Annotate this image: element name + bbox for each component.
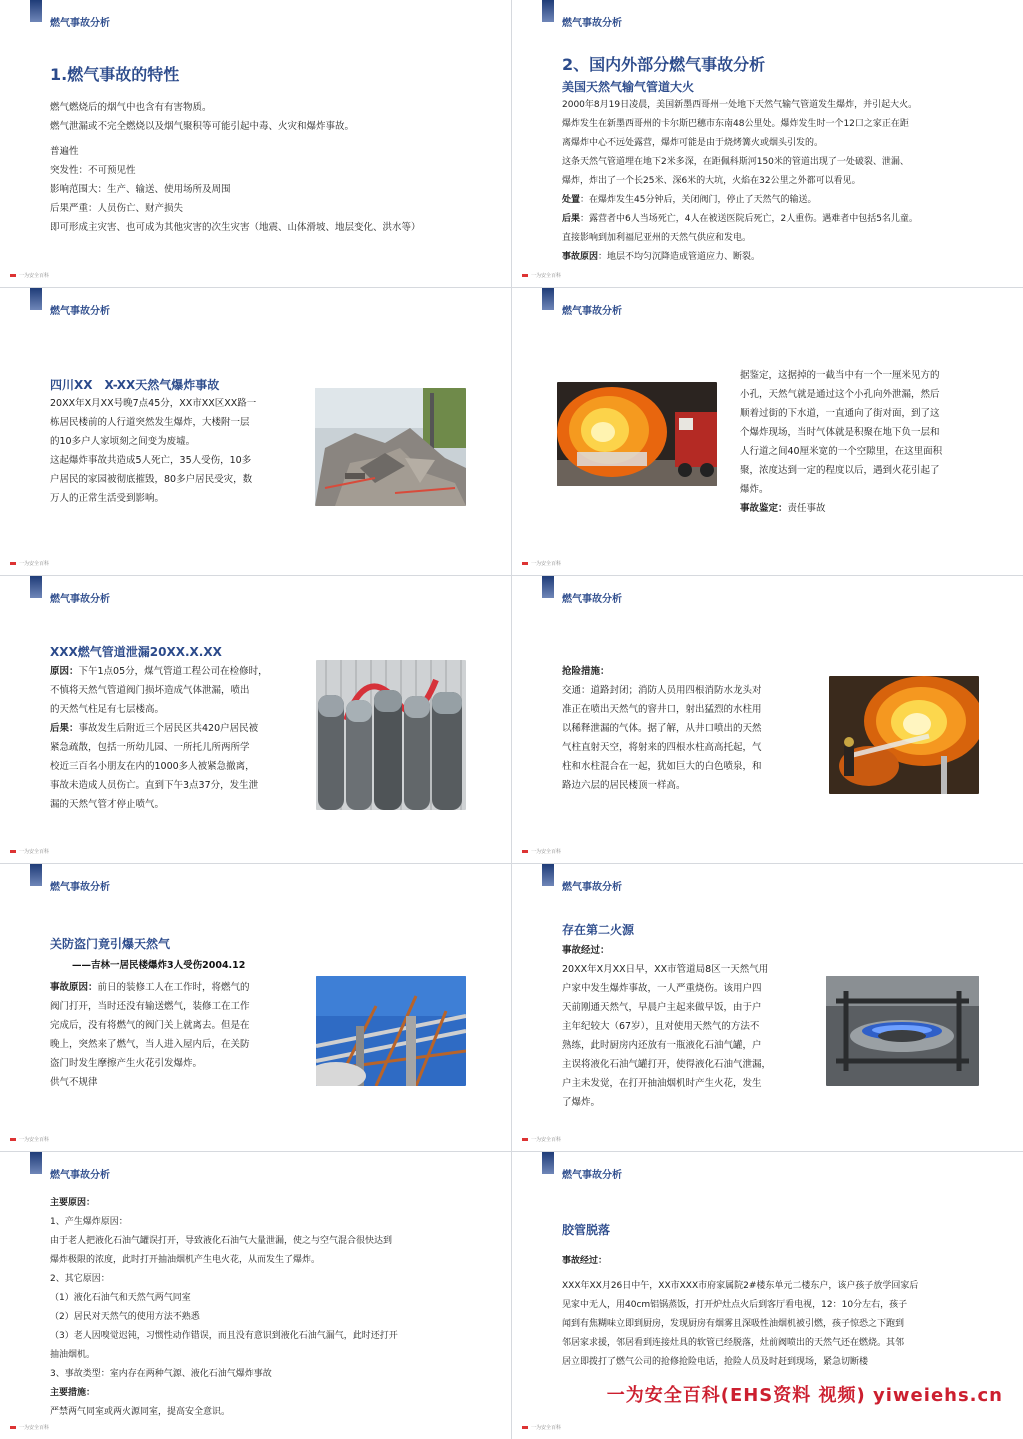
body-line: 燃气燃烧后的烟气中也含有有害物质。 [50, 102, 212, 113]
body-line: 3、事故类型：室内存在两种气源、液化石油气爆炸事故 [50, 1369, 272, 1379]
body-line [562, 248, 1012, 267]
fire-explosion-photo [557, 382, 717, 486]
body-line: 户主未发觉，在打开抽油烟机时产生火花，发生 [562, 1078, 762, 1089]
slide-body [50, 394, 290, 508]
body-line: 抽油烟机。 [50, 1350, 96, 1360]
body-line: 2000年8月19日凌晨，美国新墨西哥州一处地下天然气输气管道发生爆炸，并引起大火。 [562, 100, 918, 110]
result-text: ：露营者中6人当场死亡，4人在被送医院后死亡，2人重伤。遇难者中包括5名儿童。 [580, 214, 918, 224]
body-line: 柱和水柱混合在一起，犹如巨大的白色喷泉，和 [562, 761, 762, 772]
body-line: 路边六层的居民楼顶一样高。 [562, 780, 686, 791]
slide-header: 燃气事故分析 [562, 882, 622, 893]
body-line: 不慎将天然气管道阀门损坏造成气体泄漏，喷出 [50, 685, 250, 696]
body-line: 个爆炸现场，当时气体就是积聚在地下负一层和 [740, 427, 940, 438]
slide-2 [512, 0, 1023, 287]
body-line: 紧急疏散，包括一所幼儿园、一所托儿所两所学 [50, 742, 250, 753]
body-line: 完成后，没有将燃气的阀门关上就离去。但是在 [50, 1020, 250, 1031]
body-line: 栋居民楼前的人行道突然发生爆炸，大楼附一层 [50, 417, 250, 428]
industrial-pipes-photo [316, 976, 466, 1086]
body-line: 小孔，天然气就是通过这个小孔向外泄漏，然后 [740, 389, 940, 400]
slide-1 [0, 0, 511, 287]
slide-title: 1.燃气事故的特性 [50, 65, 180, 84]
body-line: 主误将液化石油气罐打开，使得液化石油气泄漏， [562, 1059, 772, 1070]
slide-8 [512, 864, 1023, 1151]
measures-label: 抢险措施： [562, 666, 610, 677]
header-bar [542, 1152, 554, 1174]
body-line: 交通：道路封闭；消防人员用四根消防水龙头对 [562, 685, 762, 696]
body-line: 即可形成主灾害、也可成为其他灾害的次生灾害（地震、山体滑坡、地层变化、洪水等） [50, 222, 421, 233]
header-bar [542, 288, 554, 310]
header-bar [30, 0, 42, 22]
body-line: 的天然气柱足有七层楼高。 [50, 704, 165, 715]
body-line [740, 499, 1010, 518]
slide-7 [0, 864, 511, 1151]
slide-subtitle: 美国天然气输气管道大火 [562, 80, 695, 94]
gas-cylinders-photo [316, 660, 466, 810]
body-line [562, 191, 1012, 210]
body-line: 主年纪较大（67岁），且对使用天然气的方法不 [562, 1021, 760, 1032]
cause-label: 事故原因 [562, 252, 599, 262]
slide-5 [0, 576, 511, 863]
slide-header: 燃气事故分析 [50, 18, 110, 29]
verdict-label: 事故鉴定： [740, 503, 788, 514]
body-line: 爆炸。 [740, 484, 769, 495]
body-line: 的10多户人家顷刻之间变为废墟。 [50, 436, 196, 447]
body-line: （2）居民对天然气的使用方法不熟悉 [50, 1312, 200, 1322]
body-line: 爆炸，炸出了一个长25米、深6米的大坑，火焰在32公里之外都可以看见。 [562, 176, 861, 186]
result-label: 后果 [562, 214, 581, 224]
body-line: 晚上，突然来了燃气，当人进入屋内后，在关防 [50, 1039, 250, 1050]
measures-label: 主要措施： [50, 1388, 96, 1398]
body-line: 直接影响到加利福尼亚州的天然气供应和发电。 [562, 233, 752, 243]
slide-3 [0, 288, 511, 575]
slide-body [50, 98, 490, 237]
body-line: （1）液化石油气和天然气两气同室 [50, 1293, 191, 1303]
slide-body [50, 978, 290, 1092]
body-line: 户居民的家园被彻底摧毁，80多户居民受灾，数 [50, 474, 253, 485]
body-line: 气柱直射天空，将射来的四根水柱高高托起，气 [562, 742, 762, 753]
body-line: 突发性：不可预见性 [50, 165, 136, 176]
body-line [50, 719, 295, 738]
body-line: 闻到有焦糊味立即到厨房，发现厨房有烟雾且深吸性油烟机被引燃，孩子惊恐之下跑到 [562, 1319, 905, 1329]
header-bar [542, 0, 554, 22]
slide-header: 燃气事故分析 [562, 594, 622, 605]
slide-title: 2、国内外部分燃气事故分析 [562, 55, 766, 74]
body-line: 这起爆炸事故共造成5人死亡，35人受伤，10多 [50, 455, 252, 466]
header-bar [30, 1152, 42, 1174]
body-line: 见家中无人，用40cm铝锅蒸饭，打开炉灶点火后到客厅看电视，12：10分左右，孩子 [562, 1300, 908, 1310]
slide-body [50, 662, 295, 814]
slide-6 [512, 576, 1023, 863]
body-line [50, 662, 295, 681]
body-line: 以稀释泄漏的气体。据了解，从井口喷出的天然 [562, 723, 762, 734]
body-line: 普遍性 [50, 146, 79, 157]
rubble-photo [315, 388, 466, 506]
body-line: 人行道之间40厘米宽的一个空隙里，在这里面积 [740, 446, 943, 457]
body-line: XXX年XX月26日中午，XX市XXX市府家属院2#楼东单元二楼东户，该户孩子放学回家后 [562, 1281, 919, 1291]
slide-title: 胶管脱落 [562, 1223, 611, 1237]
slide-subtitle: ——吉林一居民楼爆炸3人受伤2004.12 [72, 960, 246, 971]
slide-footer: 一为安全百科 [10, 1424, 49, 1431]
cause-text: ：地层不均匀沉降造成管道应力、断裂。 [598, 252, 761, 262]
slide-header: 燃气事故分析 [562, 18, 622, 29]
cause-label: 事故原因： [50, 982, 98, 993]
body-line: 盗门时发生摩擦产生火花引发爆炸。 [50, 1058, 203, 1069]
gas-stove-photo [826, 976, 979, 1086]
body-line: 据鉴定，这据掉的一截当中有一个一厘米见方的 [740, 370, 940, 381]
slide-title: 存在第二火源 [562, 923, 635, 937]
slide-header: 燃气事故分析 [562, 1170, 622, 1181]
slide-footer: 一为安全百科 [10, 1136, 49, 1143]
slide-footer: 一为安全百科 [522, 1424, 561, 1431]
slide-header: 燃气事故分析 [50, 1170, 110, 1181]
slide-footer: 一为安全百科 [522, 560, 561, 567]
slide-body [562, 662, 812, 795]
body-line: 居立即拨打了燃气公司的抢修抢险电话，抢险人员及时赶到现场，紧急切断楼 [562, 1357, 869, 1367]
body-line: 了爆炸。 [562, 1097, 601, 1108]
firefighters-photo [829, 676, 979, 794]
body-line: 聚，浓度达到一定的程度以后，遇到火花引起了 [740, 465, 940, 476]
body-line [50, 978, 290, 997]
result-label: 后果： [50, 723, 79, 734]
handle-text: ：在爆炸发生45分钟后，关闭阀门，停止了天然气的输送。 [580, 195, 817, 205]
cause-text: 下午1点05分，煤气管道工程公司在检修时， [78, 666, 268, 677]
body-line: （3）老人因嗅觉迟钝，习惯性动作错误，而且没有意识到液化石油气漏气，此时还打开 [50, 1331, 398, 1341]
body-line: 事故未造成人员伤亡。直到下午3点37分，发生泄 [50, 780, 259, 791]
body-line: 严禁两气同室或两火源同室，提高安全意识。 [50, 1407, 231, 1417]
body-line: 阀门打开，当时还没有输送燃气，装修工在工作 [50, 1001, 250, 1012]
causes-label: 主要原因： [50, 1198, 96, 1208]
body-line: 供气不规律 [50, 1077, 98, 1088]
header-bar [542, 864, 554, 886]
slide-footer: 一为安全百科 [522, 272, 561, 279]
slide-footer: 一为安全百科 [10, 560, 49, 567]
body-line: 1、产生爆炸原因： [50, 1217, 128, 1227]
body-line [562, 210, 1012, 229]
result-text: 事故发生后附近三个居民区共420户居民被 [78, 723, 259, 734]
slide-4 [512, 288, 1023, 575]
slide-body [740, 366, 1010, 518]
slide-footer: 一为安全百科 [522, 1136, 561, 1143]
slide-footer: 一为安全百科 [522, 848, 561, 855]
body-line: 校近三百名小朋友在内的1000多人被紧急撤离， [50, 761, 255, 772]
header-bar [30, 576, 42, 598]
slide-title: 四川XX X-XX天然气爆炸事故 [50, 378, 220, 392]
body-line: 户家中发生爆炸事故，一人严重烧伤。该用户四 [562, 983, 762, 994]
slide-body [562, 1252, 1012, 1372]
body-line: 爆炸极限的浓度，此时打开抽油烟机产生电火花，从而发生了爆炸。 [50, 1255, 321, 1265]
body-line: 离爆炸中心不远处露营，爆炸可能是由于烧烤篝火或烟头引发的。 [562, 138, 824, 148]
header-bar [30, 864, 42, 886]
cause-text: 前日的装修工人在工作时，将燃气的 [97, 982, 250, 993]
site-watermark: 一为安全百科(EHS资料 视频) yiweiehs.cn [606, 1385, 1003, 1406]
process-label: 事故经过： [562, 945, 610, 956]
process-label: 事故经过： [562, 1256, 608, 1266]
slide-title: XXX燃气管道泄漏20XX.X.XX [50, 645, 222, 659]
body-line: 燃气泄漏或不完全燃烧以及烟气聚积等可能引起中毒、火灾和爆炸事故。 [50, 121, 355, 132]
body-line: 漏的天然气管才停止喷气。 [50, 799, 165, 810]
slide-header: 燃气事故分析 [50, 882, 110, 893]
slide-9 [0, 1152, 511, 1439]
slide-header: 燃气事故分析 [50, 594, 110, 605]
body-line: 20XX年X月XX日早，XX市管道局8区一天然气用 [562, 964, 769, 975]
body-line: 天前刚通天然气，早晨户主起来做早饭，由于户 [562, 1002, 762, 1013]
body-line: 万人的正常生活受到影响。 [50, 493, 165, 504]
handle-label: 处置 [562, 195, 581, 205]
cause-label: 原因： [50, 666, 79, 677]
body-line: 后果严重：人员伤亡、财产损失 [50, 203, 184, 214]
body-line: 邻居家求援，邻居看到连接灶具的软管已经脱落，灶前阀喷出的天然气还在燃烧。其邻 [562, 1338, 905, 1348]
body-line: 这条天然气管道埋在地下2米多深，在距佩科斯河150米的管道出现了一处破裂、泄漏、 [562, 157, 909, 167]
header-bar [542, 576, 554, 598]
body-line: 准正在喷出天然气的窨井口，射出猛烈的水柱用 [562, 704, 762, 715]
body-line: 顺着过街的下水道，一直通向了街对面，到了这 [740, 408, 940, 419]
slide-footer: 一为安全百科 [10, 272, 49, 279]
body-line: 由于老人把液化石油气罐误打开，导致液化石油气大量泄漏，使之与空气混合很快达到 [50, 1236, 393, 1246]
body-line: 20XX年X月XX号晚7点45分，XX市XX区XX路一 [50, 398, 257, 409]
body-line: 影响范围大：生产、输送、使用场所及周围 [50, 184, 231, 195]
header-bar [30, 288, 42, 310]
body-line: 爆炸发生在新墨西哥州的卡尔斯巴穗市东南48公里处。爆炸发生时一个12口之家正在距 [562, 119, 909, 129]
slide-title: 关防盗门竟引爆天然气 [50, 937, 171, 951]
body-line: 熟练，此时厨房内还放有一瓶液化石油气罐，户 [562, 1040, 762, 1051]
slide-footer: 一为安全百科 [10, 848, 49, 855]
verdict-text: 责任事故 [787, 503, 826, 514]
slide-body [562, 941, 802, 1112]
slide-body [562, 96, 1012, 267]
slide-header: 燃气事故分析 [562, 306, 622, 317]
slide-body [50, 1194, 500, 1422]
slide-header: 燃气事故分析 [50, 306, 110, 317]
body-line: 2、其它原因： [50, 1274, 110, 1284]
